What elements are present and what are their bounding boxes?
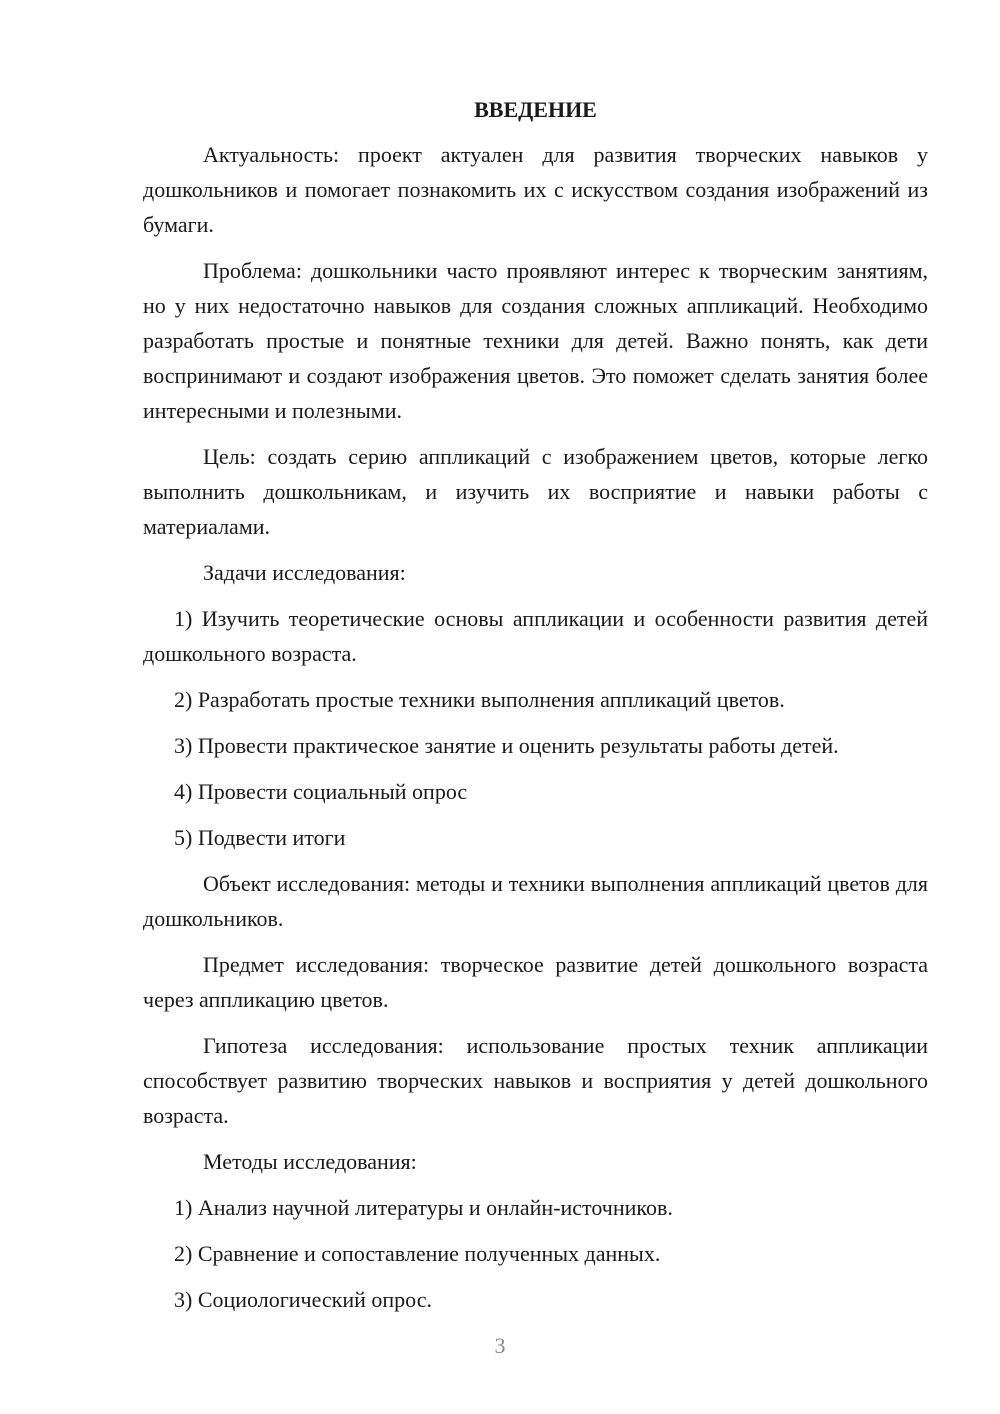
methods-heading: Методы исследования:: [203, 1149, 417, 1174]
task-item-1: 1) Изучить теоретические основы аппликации и особенности развития детей дошкольного возраста.: [143, 606, 928, 666]
task-item-4: 4) Провести социальный опрос: [174, 779, 468, 804]
task-item-3: 3) Провести практическое занятие и оценить результаты работы детей.: [174, 733, 839, 758]
relevance-paragraph: Актуальность: проект актуален для развития творческих навыков у дошкольников и помогает познакомить их с искусством создания изображений из бумаги.: [143, 142, 928, 237]
problem-paragraph: Проблема: дошкольники часто проявляют интерес к творческим занятиям, но у них недостаточно навыков для создания сложных аппликаций. Необходимо разработать простые и понятные техники для детей. Важно понять, как дети воспринимают и создают изображения цветов. Это поможет сделать занятия более интересными и полезными.: [143, 258, 928, 423]
document-page: [143, 92, 928, 1328]
method-item-2: 2) Сравнение и сопоставление полученных данных.: [174, 1241, 661, 1266]
task-item-5: 5) Подвести итоги: [174, 825, 346, 850]
page-number: 3: [494, 1333, 506, 1358]
tasks-heading: Задачи исследования:: [203, 560, 406, 585]
hypothesis-paragraph: Гипотеза исследования: использование простых техник аппликации способствует развитию творческих навыков и восприятия у детей дошкольного возраста.: [143, 1033, 928, 1128]
goal-paragraph: Цель: создать серию аппликаций с изображением цветов, которые легко выполнить дошкольникам, и изучить их восприятие и навыки работы с материалами.: [143, 444, 928, 539]
page-title: ВВЕДЕНИЕ: [474, 97, 597, 122]
method-item-1: 1) Анализ научной литературы и онлайн-источников.: [174, 1195, 673, 1220]
subject-paragraph: Предмет исследования: творческое развитие детей дошкольного возраста через аппликацию цветов.: [143, 952, 928, 1012]
task-item-2: 2) Разработать простые техники выполнения аппликаций цветов.: [174, 687, 785, 712]
object-paragraph: Объект исследования: методы и техники выполнения аппликаций цветов для дошкольников.: [143, 871, 928, 931]
method-item-3: 3) Социологический опрос.: [174, 1287, 432, 1312]
